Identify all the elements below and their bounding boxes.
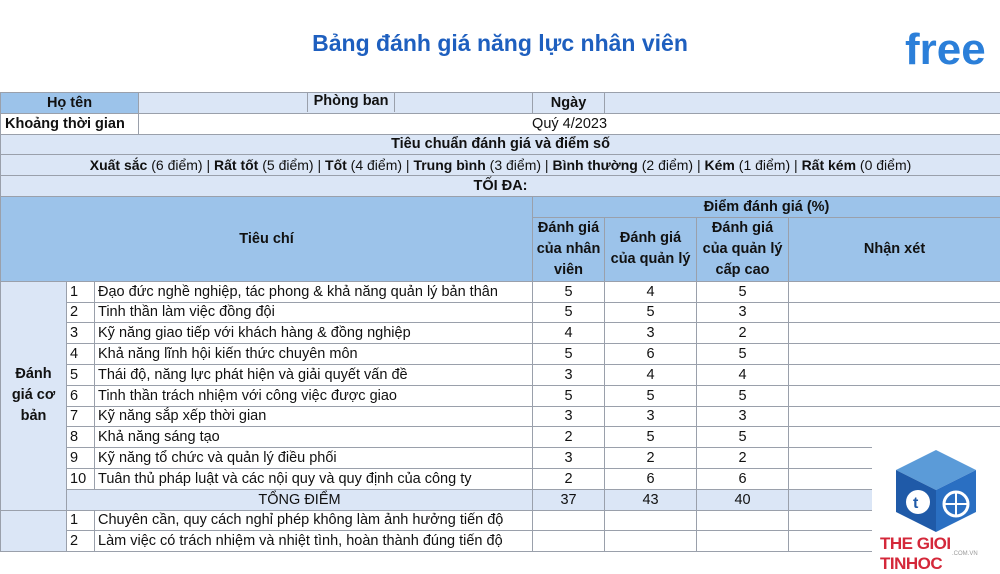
comment-cell[interactable]	[789, 406, 1000, 427]
senior-score-cell[interactable]: 2	[697, 323, 789, 344]
senior-score-cell[interactable]: 4	[697, 364, 789, 385]
row-number: 8	[67, 427, 95, 448]
section-label: Đánh giá cơ bản	[1, 281, 67, 510]
criterion-text: Kỹ năng sắp xếp thời gian	[95, 406, 533, 427]
sheet-title: Bảng đánh giá năng lực nhân viên	[0, 30, 1000, 57]
comment-header: Nhận xét	[789, 217, 1000, 281]
table-row	[1, 385, 1000, 406]
scale-row	[1, 155, 1000, 176]
scale-item: Bình thường	[552, 157, 637, 173]
scale-points: (2 điểm)	[642, 157, 693, 173]
scale-points: (1 điểm)	[739, 157, 790, 173]
manager-score-cell[interactable]	[605, 531, 697, 552]
row-number: 5	[67, 364, 95, 385]
criterion-text: Thái độ, năng lực phát hiện và giải quyết vấn đề	[95, 364, 533, 385]
row-number: 1	[67, 510, 95, 531]
row-number: 9	[67, 448, 95, 469]
table-row	[1, 510, 1000, 531]
watermark	[872, 446, 1000, 560]
senior-score-cell[interactable]: 5	[697, 281, 789, 302]
scale-points: (0 điểm)	[860, 157, 911, 173]
self-score-cell[interactable]: 4	[533, 323, 605, 344]
manager-score-cell[interactable]	[605, 510, 697, 531]
manager-score-cell[interactable]: 3	[605, 323, 697, 344]
scale-item: Kém	[705, 157, 735, 173]
self-score-cell[interactable]: 3	[533, 406, 605, 427]
senior-score-header: Đánh giá của quản lý cấp cao	[697, 217, 789, 281]
criterion-text: Khả năng lĩnh hội kiến thức chuyên môn	[95, 344, 533, 365]
self-score-cell[interactable]: 5	[533, 385, 605, 406]
info-row-1	[1, 93, 1000, 114]
period-label: Khoảng thời gian	[1, 113, 139, 134]
manager-score-cell[interactable]: 3	[605, 406, 697, 427]
table-row	[1, 406, 1000, 427]
table-row	[1, 364, 1000, 385]
senior-score-cell[interactable]: 6	[697, 468, 789, 489]
self-score-cell[interactable]: 2	[533, 468, 605, 489]
senior-score-cell[interactable]	[697, 531, 789, 552]
comment-cell[interactable]	[789, 302, 1000, 323]
scale-item: Rất tốt	[214, 157, 258, 173]
table-row	[1, 448, 1000, 469]
self-score-cell[interactable]: 5	[533, 344, 605, 365]
manager-score-cell[interactable]: 4	[605, 281, 697, 302]
manager-score-header: Đánh giá của quản lý	[605, 217, 697, 281]
total-row	[1, 489, 1000, 510]
row-number: 2	[67, 531, 95, 552]
date-value-cell[interactable]	[605, 93, 1000, 114]
period-value[interactable]: Quý 4/2023	[139, 113, 1000, 134]
table-row	[1, 281, 1000, 302]
max-label: TỐI ĐA:	[1, 176, 1000, 197]
info-row-2	[1, 113, 1000, 134]
criterion-text: Kỹ năng tổ chức và quản lý điều phối	[95, 448, 533, 469]
self-score-cell[interactable]: 5	[533, 302, 605, 323]
scale-points: (4 điểm)	[351, 157, 402, 173]
max-row	[1, 176, 1000, 197]
dept-label: Phòng ban	[307, 93, 395, 112]
scale-points: (3 điểm)	[490, 157, 541, 173]
criterion-text: Kỹ năng giao tiếp với khách hàng & đồng nghiệp	[95, 323, 533, 344]
senior-score-cell[interactable]: 5	[697, 344, 789, 365]
criterion-text: Đạo đức nghề nghiệp, tác phong & khả năng quản lý bản thân	[95, 281, 533, 302]
self-score-cell[interactable]	[533, 531, 605, 552]
date-label: Ngày	[533, 93, 605, 114]
manager-score-cell[interactable]: 5	[605, 302, 697, 323]
senior-score-cell[interactable]: 5	[697, 427, 789, 448]
comment-cell[interactable]	[789, 427, 1000, 448]
total-self: 37	[533, 489, 605, 510]
self-score-header: Đánh giá của nhân viên	[533, 217, 605, 281]
scale-points: (6 điểm)	[151, 157, 202, 173]
scale-item: Tốt	[325, 157, 347, 173]
table-row	[1, 427, 1000, 448]
watermark-sub: .COM.VN	[952, 551, 978, 557]
manager-score-cell[interactable]: 6	[605, 344, 697, 365]
criterion-text: Tuân thủ pháp luật và các nội quy và quy định của công ty	[95, 468, 533, 489]
comment-cell[interactable]	[789, 364, 1000, 385]
self-score-cell[interactable]: 2	[533, 427, 605, 448]
name-value-cell[interactable]	[139, 93, 533, 114]
row-number: 4	[67, 344, 95, 365]
senior-score-cell[interactable]: 3	[697, 302, 789, 323]
table-row	[1, 302, 1000, 323]
senior-score-cell[interactable]: 2	[697, 448, 789, 469]
senior-score-cell[interactable]	[697, 510, 789, 531]
manager-score-cell[interactable]: 2	[605, 448, 697, 469]
logo-text: free	[905, 25, 986, 74]
self-score-cell[interactable]: 3	[533, 364, 605, 385]
row-number: 2	[67, 302, 95, 323]
criterion-text: Làm việc có trách nhiệm và nhiệt tình, hoàn thành đúng tiến độ	[95, 531, 533, 552]
free-logo-icon	[905, 16, 990, 78]
comment-cell[interactable]	[789, 344, 1000, 365]
row-number: 6	[67, 385, 95, 406]
tinhoc-cube-icon	[872, 446, 1000, 536]
criterion-text: Tinh thần làm việc đồng đội	[95, 302, 533, 323]
manager-score-cell[interactable]: 5	[605, 427, 697, 448]
evaluation-table	[0, 92, 1000, 552]
scale-item: Xuất sắc	[90, 157, 148, 173]
criteria-title: Tiêu chuẩn đánh giá và điểm số	[1, 134, 1000, 155]
criterion-text: Khả năng sáng tạo	[95, 427, 533, 448]
name-label: Họ tên	[1, 93, 139, 114]
senior-score-cell[interactable]: 5	[697, 385, 789, 406]
senior-score-cell[interactable]: 3	[697, 406, 789, 427]
criteria-title-row	[1, 134, 1000, 155]
table-row	[1, 468, 1000, 489]
comment-cell[interactable]	[789, 323, 1000, 344]
title-area	[0, 0, 1000, 92]
scale-legend: Xuất sắc (6 điểm) | Rất tốt (5 điểm) | Tốt (4 điểm) | Trung bình (3 điểm) | Bình thường (2 điểm) | Kém (1 điểm) | Rất kém (0 điểm)	[1, 155, 1000, 176]
comment-cell[interactable]	[789, 385, 1000, 406]
scale-item: Trung bình	[413, 157, 485, 173]
row-number: 3	[67, 323, 95, 344]
watermark-text: THE GIOI TINHOC	[880, 534, 1000, 574]
scale-item: Rất kém	[802, 157, 856, 173]
table-row	[1, 531, 1000, 552]
score-group-header: Điểm đánh giá (%)	[533, 196, 1000, 217]
manager-score-cell[interactable]: 4	[605, 364, 697, 385]
self-score-cell[interactable]: 5	[533, 281, 605, 302]
self-score-cell[interactable]: 3	[533, 448, 605, 469]
total-label: TỔNG ĐIỂM	[67, 489, 533, 510]
dept-value-cell[interactable]	[395, 93, 532, 112]
table-row	[1, 323, 1000, 344]
header-row-1	[1, 196, 1000, 217]
row-number: 1	[67, 281, 95, 302]
total-manager: 43	[605, 489, 697, 510]
manager-score-cell[interactable]: 6	[605, 468, 697, 489]
row-number: 10	[67, 468, 95, 489]
scale-points: (5 điểm)	[262, 157, 313, 173]
criteria-header: Tiêu chí	[1, 196, 533, 281]
criterion-text: Chuyên cần, quy cách nghỉ phép không làm ảnh hưởng tiến độ	[95, 510, 533, 531]
table-row	[1, 344, 1000, 365]
svg-text:t: t	[913, 495, 919, 512]
self-score-cell[interactable]	[533, 510, 605, 531]
criterion-text: Tinh thần trách nhiệm với công việc được giao	[95, 385, 533, 406]
total-senior: 40	[697, 489, 789, 510]
manager-score-cell[interactable]: 5	[605, 385, 697, 406]
comment-cell[interactable]	[789, 281, 1000, 302]
section-label-2	[1, 510, 67, 552]
row-number: 7	[67, 406, 95, 427]
